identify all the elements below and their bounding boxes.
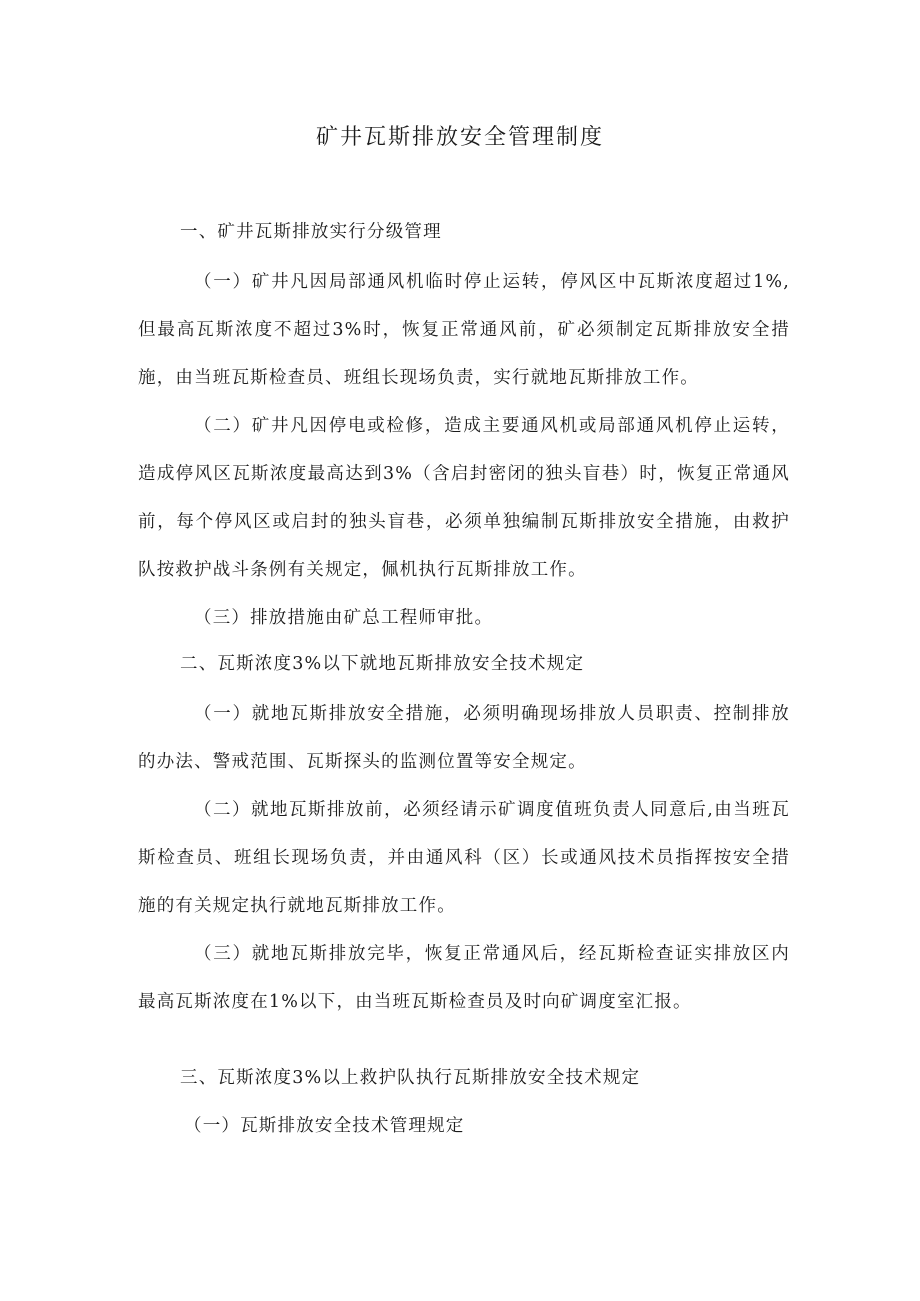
section-2-paragraph-1: （一）就地瓦斯排放安全措施，必须明确现场排放人员职责、控制排放的办法、警戒范围、瓦斯探头的监测位置等安全规定。: [138, 704, 790, 772]
section-1-paragraph-3: （三）排放措施由矿总工程师审批。: [194, 608, 494, 628]
section-1-heading: 一、矿井瓦斯排放实行分级管理: [180, 222, 442, 242]
section-1-paragraph-1: （一）矿井凡因局部通风机临时停止运转，停风区中瓦斯浓度超过1%,但最高瓦斯浓度不超过3%时，恢复正常通风前，矿必须制定瓦斯排放安全措施，由当班瓦斯检查员、班组长现场负责，实行就地瓦斯排放工作。: [138, 272, 790, 388]
section-3-subheading-1: （一）瓦斯排放安全技术管理规定: [184, 1116, 465, 1136]
section-2-heading: 二、瓦斯浓度3%以下就地瓦斯排放安全技术规定: [180, 654, 585, 674]
section-3-heading: 三、瓦斯浓度3%以上救护队执行瓦斯排放安全技术规定: [180, 1068, 641, 1088]
section-2-paragraph-3: （三）就地瓦斯排放完毕，恢复正常通风后，经瓦斯检查证实排放区内最高瓦斯浓度在1%以下，由当班瓦斯检查员及时向矿调度室汇报。: [138, 944, 790, 1012]
document-title: 矿井瓦斯排放安全管理制度: [315, 125, 604, 150]
section-1-paragraph-2: （二）矿井凡因停电或检修，造成主要通风机或局部通风机停止运转，造成停风区瓦斯浓度最高达到3%（含启封密闭的独头盲巷）时，恢复正常通风前，每个停风区或启封的独头盲巷，必须单独编制瓦斯排放安全措施，由救护队按救护战斗条例有关规定，佩机执行瓦斯排放工作。: [138, 416, 790, 580]
section-2-paragraph-2: （二）就地瓦斯排放前，必须经请示矿调度值班负责人同意后,由当班瓦斯检查员、班组长现场负责，并由通风科（区）长或通风技术员指挥按安全措施的有关规定执行就地瓦斯排放工作。: [138, 800, 790, 916]
